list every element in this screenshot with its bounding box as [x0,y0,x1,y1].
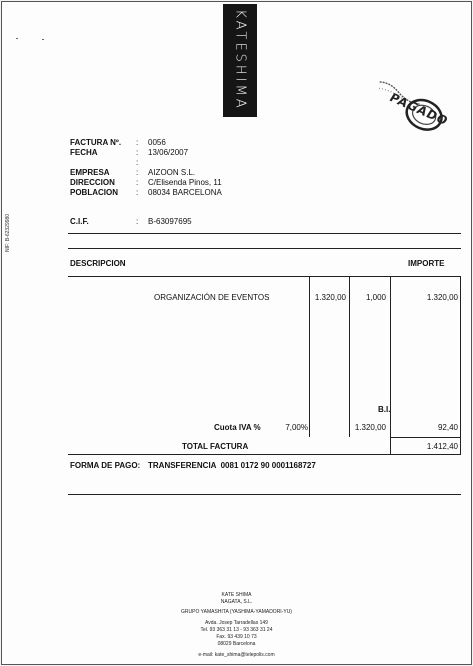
fecha-label: FECHA [70,148,98,157]
empresa-value: AIZOON S.L. [148,168,196,177]
payment-label: FORMA DE PAGO: [70,461,141,470]
colon: : [136,138,139,147]
colon: : [136,158,139,167]
footer-line: GRUPO YAMASHITA (YASHIMA-YAMADORI-YU) [181,609,292,615]
cif-value: B-63097695 [148,217,192,226]
direccion-value: C/Elisenda Pinos, 11 [148,178,222,187]
empresa-label: EMPRESA [70,168,110,177]
total-box-bottom [390,454,461,455]
item-price: 1.320,00 [314,293,346,302]
colon: : [136,178,139,187]
iva-percentage: 7,00% [285,423,308,432]
importe-header: IMPORTE [408,259,445,268]
scan-speck [42,39,44,40]
footer-line: e-mail: kate_shima@telepolis.com [198,652,275,658]
logo-text: KATESHIMA [232,9,248,111]
colon: : [136,217,139,226]
side-reference: NIF: B-62329980 [5,213,11,252]
iva-amount: 92,40 [437,423,458,432]
footer-line: NAGATA, S.L. [220,599,253,605]
iva-base: 1.320,00 [354,423,386,432]
total-label: TOTAL FACTURA [182,442,249,451]
payment-value: TRANSFERENCIA 0081 0172 90 0001168727 [148,461,316,470]
table-header-border [68,276,461,277]
footer-line: Tel. 93 363 31 13 - 93 363 31 24 [200,627,273,633]
poblacion-value: 08034 BARCELONA [148,188,222,197]
footer-line: KATE SHIMA [221,592,252,598]
factura-label: FACTURA Nº. [70,138,122,147]
iva-label: Cuota IVA % [214,423,261,432]
column-divider [460,276,461,454]
colon: : [136,168,139,177]
divider-top [68,233,461,234]
colon: : [136,148,139,157]
table-border-top [68,248,461,249]
direccion-label: DIRECCION [70,178,115,187]
divider-bottom [68,494,461,495]
stamp-text: PAGADO [386,90,452,128]
total-box-top [390,437,461,438]
fecha-value: 13/06/2007 [148,148,189,157]
total-amount: 1.412,40 [426,442,458,451]
poblacion-label: POBLACION [70,188,118,197]
invoice-page [1,1,472,665]
item-amount: 1.320,00 [426,293,458,302]
paid-stamp [365,72,453,142]
footer-company [2,592,471,659]
kateshima-logo [223,4,257,117]
footer-line: Avda. Josep Tarradellas 149 [205,620,268,626]
item-quantity: 1,000 [365,293,386,302]
scan-speck [16,38,18,39]
factura-number: 0056 [148,138,166,147]
footer-line: Fax. 93 439 10 73 [216,634,257,640]
colon: : [136,188,139,197]
descripcion-header: DESCRIPCION [70,259,126,268]
item-description: ORGANIZACIÓN DE EVENTOS [154,293,270,302]
footer-line: 08029 Barcelona [217,641,256,647]
bi-label: B.I. [378,405,391,414]
cif-label: C.I.F. [70,217,89,226]
